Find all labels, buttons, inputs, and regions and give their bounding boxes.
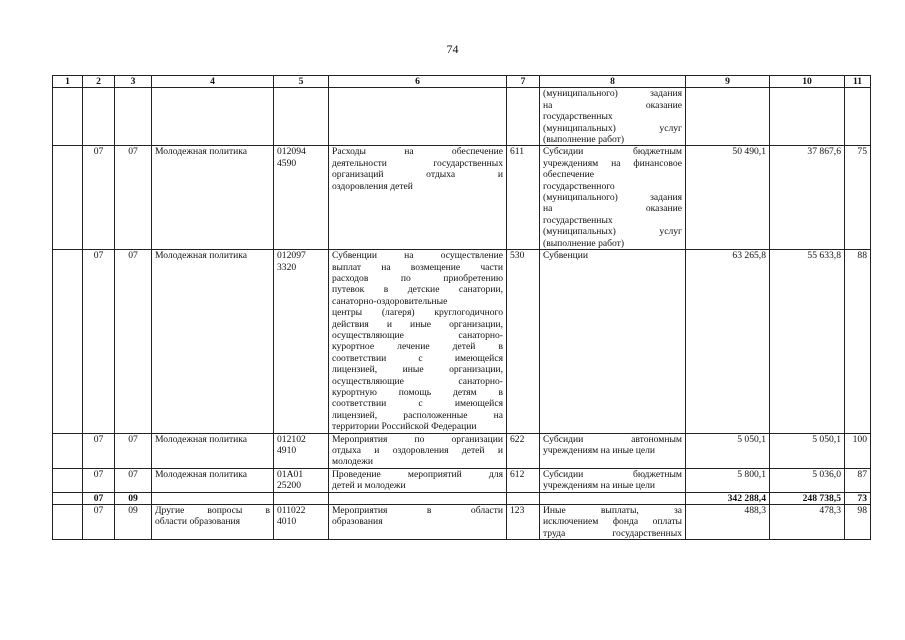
percent-executed: 100 (845, 433, 871, 468)
recipient-cell: Иные выплаты, за исключением фонда оплаты труда государственных (540, 505, 686, 540)
table-row (53, 88, 871, 146)
column-header: 8 (540, 76, 686, 88)
recipient-cell: (муниципального) задания на оказание государственных (муниципальных) услуг (выполнение работ) (540, 88, 686, 146)
target-article: 01А01 25200 (274, 468, 329, 492)
column-header: 7 (507, 76, 540, 88)
table-row (53, 505, 871, 540)
section-name: Молодежная политика (152, 433, 274, 468)
subtotal-row (53, 492, 871, 504)
section-code: 07 (83, 505, 115, 540)
expense-type-code: 611 (507, 146, 540, 250)
target-article: 012102 4910 (274, 433, 329, 468)
recipient-cell: Субсидии автономным учреждениям на иные цели (540, 433, 686, 468)
expense-description: Мероприятия в области образования (329, 505, 507, 540)
section-name: Молодежная политика (152, 146, 274, 250)
section-code: 07 (83, 492, 115, 504)
percent-executed: 88 (845, 250, 871, 434)
expense-description: Расходы на обеспечение деятельности государственных организаций отдыха и оздоровления детей (329, 146, 507, 250)
subsection-code: 09 (115, 505, 152, 540)
section-name: Молодежная политика (152, 468, 274, 492)
planned-amount: 63 265,8 (686, 250, 770, 434)
table-header-row (53, 76, 871, 88)
budget-table (52, 75, 871, 540)
section-code: 07 (83, 433, 115, 468)
recipient-cell: Субсидии бюджетным учреждениям на иные цели (540, 468, 686, 492)
actual-amount: 55 633,8 (770, 250, 845, 434)
column-header: 1 (53, 76, 83, 88)
column-header: 6 (329, 76, 507, 88)
actual-amount: 5 050,1 (770, 433, 845, 468)
expense-type-code: 530 (507, 250, 540, 434)
section-name: Молодежная политика (152, 250, 274, 434)
section-code: 07 (83, 250, 115, 434)
subsection-code: 07 (115, 468, 152, 492)
column-header: 3 (115, 76, 152, 88)
expense-description: Проведение мероприятий для детей и молодежи (329, 468, 507, 492)
expense-description: Субвенции на осуществление выплат на возмещение части расходов по приобретению путевок в детские санатории, санаторно-оздоровительные центры (лагеря) круглогодичного действия и иные организации, осуществляющие санаторно- курортное лечение детей в соответствии с имеющейся лицензией, иные организации, осуществляющие санаторно- курортную помощь детям в соответствии с имеющейся лицензией, расположенные на территории Российской Федерации (329, 250, 507, 434)
target-article: 012097 3320 (274, 250, 329, 434)
percent-executed: 73 (845, 492, 871, 504)
page-number: 74 (446, 42, 459, 56)
recipient-cell: Субвенции (540, 250, 686, 434)
recipient-cell: Субсидии бюджетным учреждениям на финансовое обеспечение государственного (муниципального) задания на оказание государственных (муниципальных) услуг (выполнение работ) (540, 146, 686, 250)
percent-executed: 87 (845, 468, 871, 492)
subsection-code: 07 (115, 433, 152, 468)
section-name: Другие вопросы в области образования (152, 505, 274, 540)
actual-amount: 5 036,0 (770, 468, 845, 492)
column-header: 11 (845, 76, 871, 88)
table-row (53, 146, 871, 250)
percent-executed: 98 (845, 505, 871, 540)
expense-type-code: 612 (507, 468, 540, 492)
expense-description: Мероприятия по организации отдыха и оздоровления детей и молодежи (329, 433, 507, 468)
actual-amount: 478,3 (770, 505, 845, 540)
target-article: 011022 4010 (274, 505, 329, 540)
subsection-code: 07 (115, 250, 152, 434)
planned-amount: 50 490,1 (686, 146, 770, 250)
target-article: 012094 4590 (274, 146, 329, 250)
column-header: 5 (274, 76, 329, 88)
column-header: 9 (686, 76, 770, 88)
column-header: 2 (83, 76, 115, 88)
expense-type-code: 622 (507, 433, 540, 468)
table-row (53, 433, 871, 468)
percent-executed: 75 (845, 146, 871, 250)
actual-amount: 248 738,5 (770, 492, 845, 504)
column-header: 4 (152, 76, 274, 88)
section-code: 07 (83, 146, 115, 250)
subsection-code: 09 (115, 492, 152, 504)
planned-amount: 342 288,4 (686, 492, 770, 504)
column-header: 10 (770, 76, 845, 88)
table-row (53, 468, 871, 492)
planned-amount: 5 800,1 (686, 468, 770, 492)
planned-amount: 488,3 (686, 505, 770, 540)
section-code: 07 (83, 468, 115, 492)
actual-amount: 37 867,6 (770, 146, 845, 250)
table-row (53, 250, 871, 434)
planned-amount: 5 050,1 (686, 433, 770, 468)
subsection-code: 07 (115, 146, 152, 250)
expense-type-code: 123 (507, 505, 540, 540)
